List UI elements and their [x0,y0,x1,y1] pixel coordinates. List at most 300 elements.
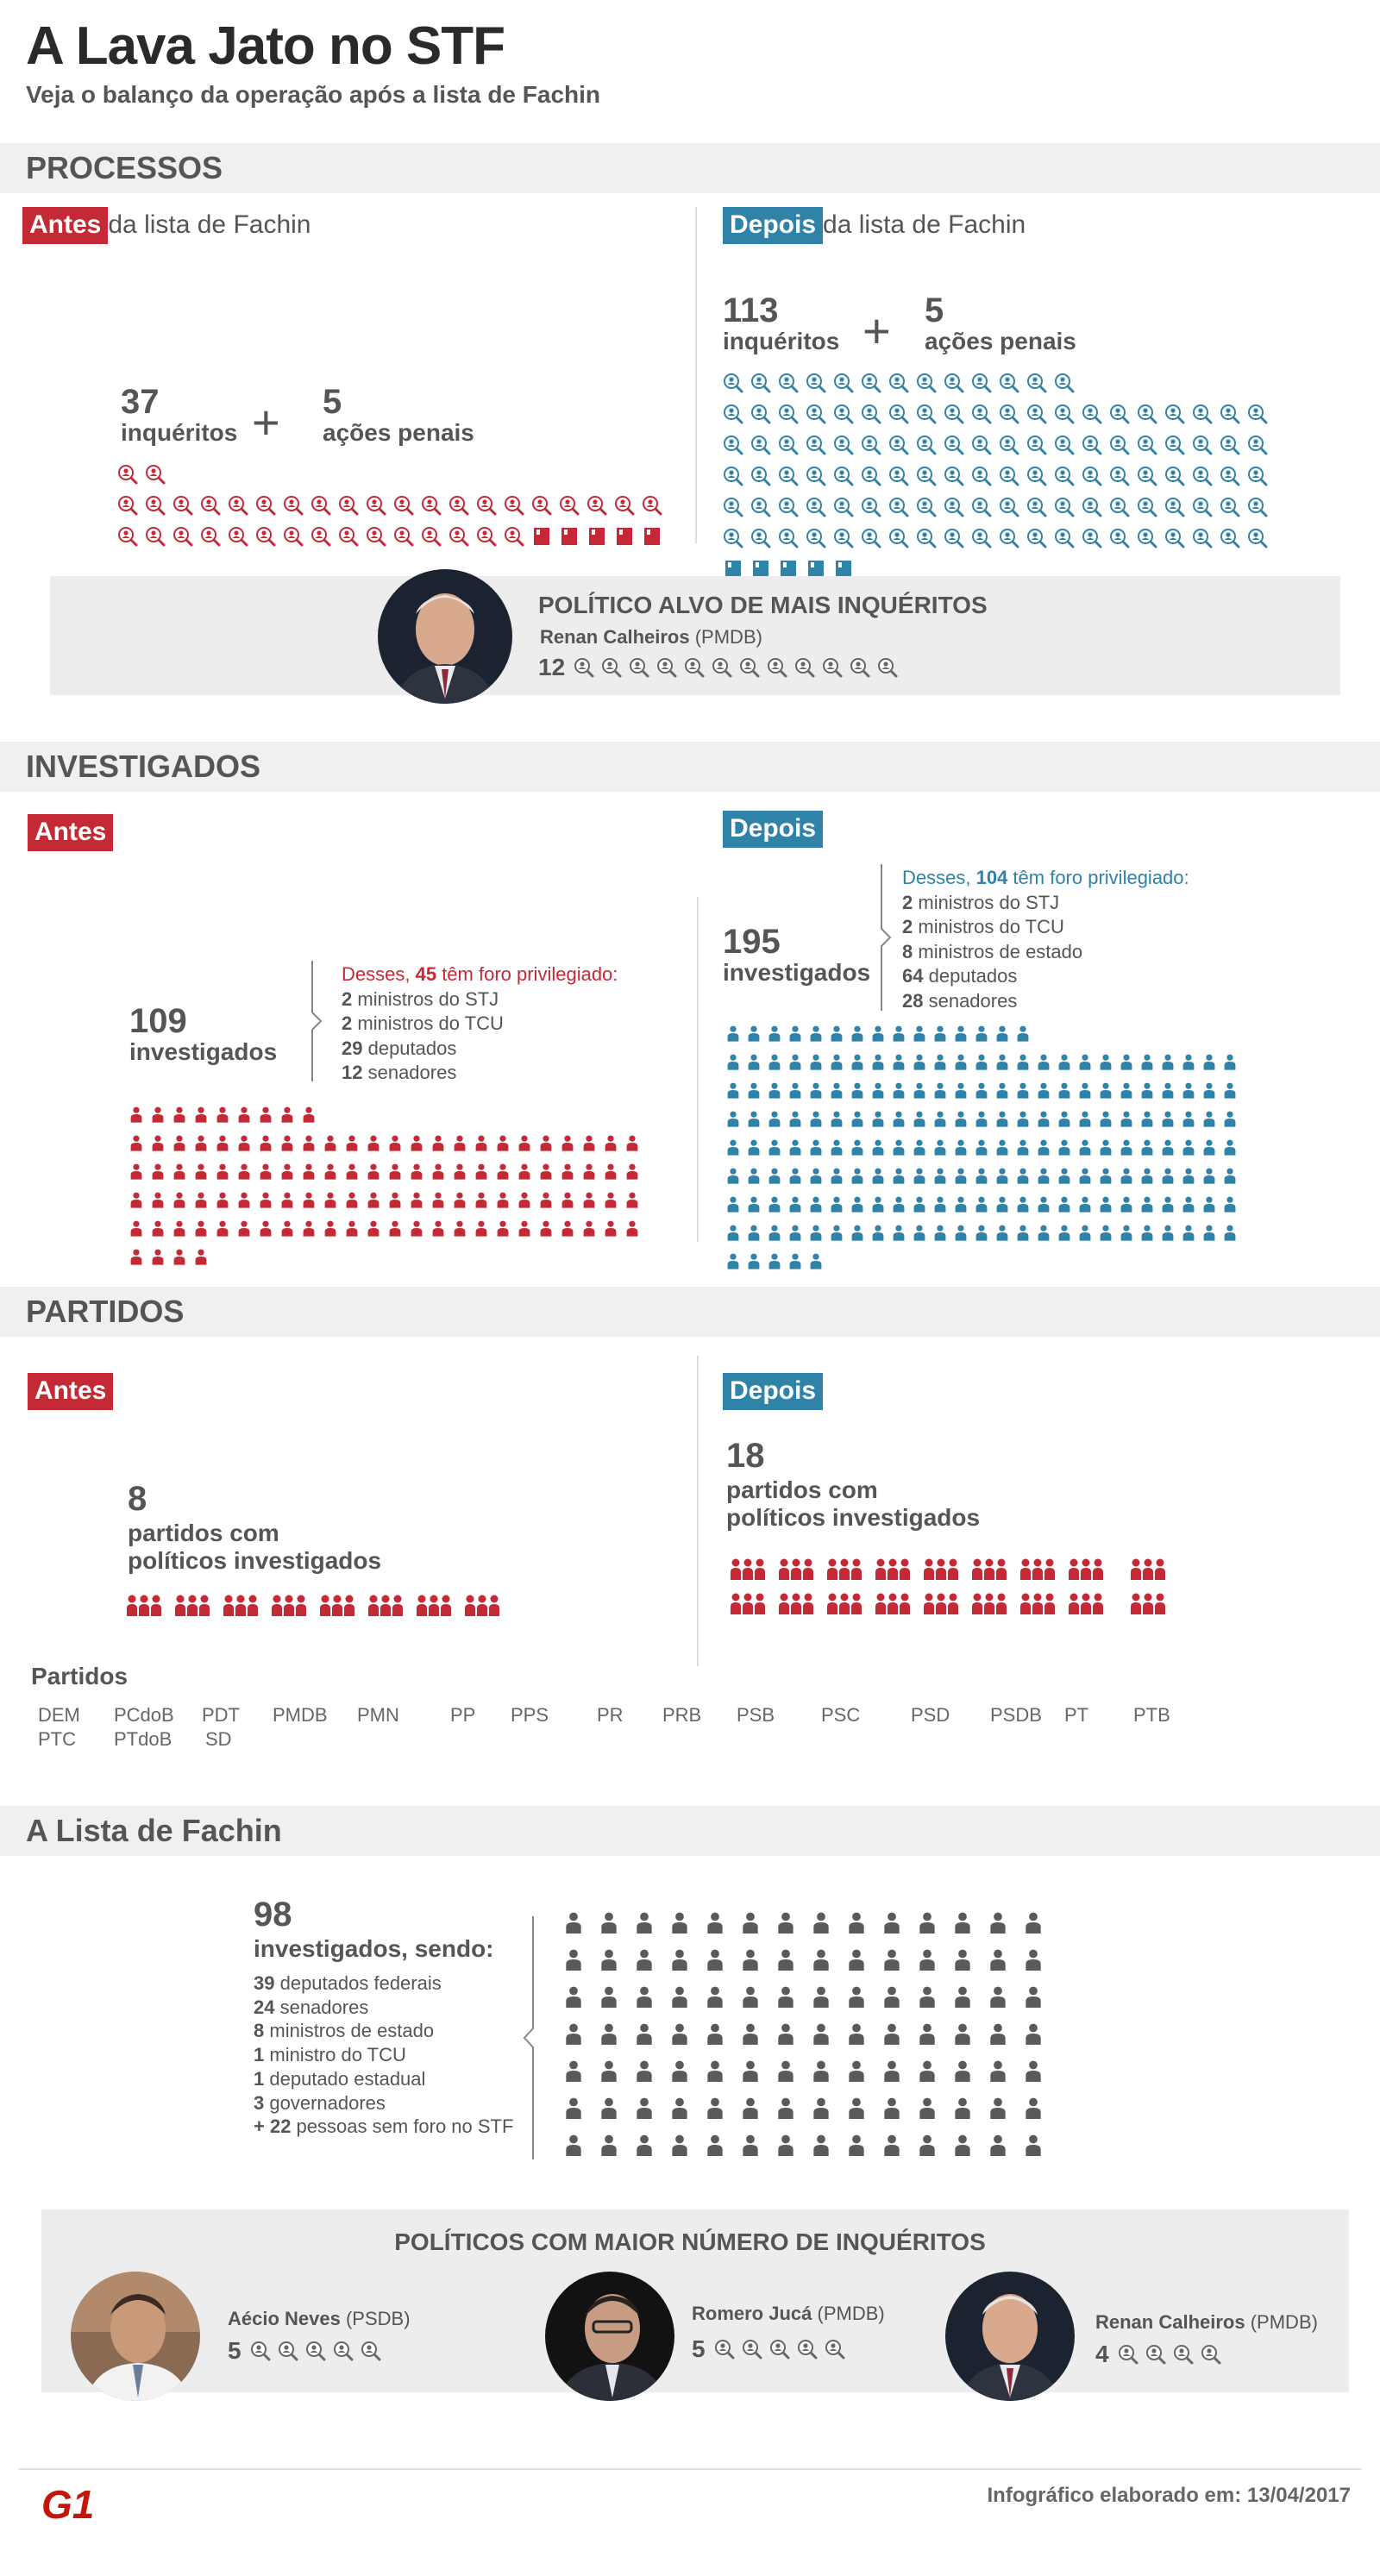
person-icon [788,1053,802,1070]
inquerito-icon [833,373,854,393]
person-icon [670,1948,689,1971]
person-icon [1037,1224,1051,1241]
party-group-icon [730,1592,766,1614]
person-icon [1202,1053,1216,1070]
person-icon [323,1191,337,1208]
person-icon [1057,1167,1071,1184]
person-icon [809,1025,823,1042]
person-icon [599,1948,618,1971]
person-icon [747,1167,761,1184]
inquerito-icon [778,497,799,517]
person-icon [954,1110,968,1127]
person-icon [388,1163,402,1180]
person-icon [1099,1110,1113,1127]
politician-count-row [1095,2341,1228,2368]
person-icon [726,1081,740,1099]
person-icon [564,1985,583,2008]
foro-line [342,962,618,987]
inquerito-icon [1192,435,1213,455]
lista-breakdown [254,1971,513,2139]
inquerito-icon [145,495,166,516]
partidos-depois-grid [730,1558,1264,1626]
inquerito-icon [361,2341,381,2361]
person-icon [830,1081,844,1099]
party-name: PDT [202,1704,240,1726]
person-icon [216,1106,229,1123]
person-icon [776,2059,795,2082]
stat-number: 109 [129,1002,187,1040]
inquerito-icon [778,466,799,486]
inquerito-icon [1220,528,1240,548]
party-group-icon [1019,1592,1056,1614]
party-name: PCdoB [114,1704,174,1726]
person-icon [1140,1053,1154,1070]
inquerito-icon [366,495,386,516]
person-icon [1099,1081,1113,1099]
foro-item-number: 2 [902,891,913,913]
inquerito-icon [861,466,881,486]
plus-sign: + [252,395,280,449]
person-icon [892,1195,906,1213]
antes-tag: Antes [28,814,113,851]
person-icon [988,2022,1007,2045]
person-icon [1140,1167,1154,1184]
party-group-icon [826,1558,862,1580]
person-icon [345,1163,359,1180]
person-icon [953,2134,972,2156]
person-icon [1223,1053,1237,1070]
inquerito-icon [1026,466,1047,486]
person-icon [1161,1167,1175,1184]
party-group-icon [319,1594,355,1616]
politician-count-row [692,2335,852,2363]
inquerito-icon [1247,435,1268,455]
person-icon [892,1025,906,1042]
foro-list [342,987,618,1086]
inquerito-icon [1054,404,1075,424]
foro-number: 45 [415,963,437,985]
person-icon [975,1138,988,1156]
person-icon [788,1252,802,1269]
inquerito-icon [723,404,743,424]
person-icon [151,1106,165,1123]
partidos-legend-row [38,1728,555,1754]
person-icon [1182,1053,1195,1070]
person-icon [518,1219,531,1237]
inquerito-icon [1137,466,1157,486]
person-icon [1120,1138,1133,1156]
person-icon [776,1985,795,2008]
person-icon [768,1053,781,1070]
person-icon [918,2097,937,2119]
person-icon [768,1025,781,1042]
person-icon [1024,1948,1043,1971]
person-icon [953,1911,972,1934]
person-icon [954,1081,968,1099]
person-icon [1182,1195,1195,1213]
person-icon [1202,1167,1216,1184]
person-icon [882,1985,901,2008]
person-icon [871,1053,885,1070]
inquerito-icon [1026,497,1047,517]
person-icon [410,1134,423,1151]
stat-number: 195 [723,923,781,961]
person-icon [1182,1081,1195,1099]
inquerito-icon [117,464,138,485]
person-icon [1161,1110,1175,1127]
person-icon [975,1110,988,1127]
person-icon [604,1219,618,1237]
foro-item [342,1037,618,1062]
inquerito-icon [806,435,826,455]
inquerito-icon [310,495,331,516]
acao-penal-icon [642,526,662,547]
person-icon [431,1134,445,1151]
antes-inqueritos-stat [121,385,237,447]
person-icon [726,1224,740,1241]
person-icon [539,1191,553,1208]
person-icon [599,1911,618,1934]
person-icon [847,2097,866,2119]
party-group-icon [778,1592,814,1614]
person-icon [954,1138,968,1156]
person-icon [918,2022,937,2045]
inquerito-icon [916,373,937,393]
inquerito-icon [999,373,1019,393]
person-icon [1223,1138,1237,1156]
person-icon [1120,1224,1133,1241]
person-icon [172,1106,186,1123]
person-icon [768,1252,781,1269]
person-icon [954,1053,968,1070]
person-icon [1161,1053,1175,1070]
person-icon [1078,1167,1092,1184]
inquerito-icon [971,435,992,455]
person-icon [892,1138,906,1156]
foro-item-label: deputados federais [274,1972,442,1994]
inquerito-icon [117,526,138,547]
person-icon [933,1195,947,1213]
person-icon [988,2134,1007,2156]
inquerito-icon [971,466,992,486]
alvo-icons [574,657,905,678]
person-icon [599,2097,618,2119]
person-icon [933,1224,947,1241]
person-icon [741,2134,760,2156]
person-icon [726,1252,740,1269]
person-icon [1057,1138,1071,1156]
person-icon [918,1948,937,1971]
inquerito-icon [944,466,964,486]
person-icon [635,2134,654,2156]
person-icon [599,2022,618,2045]
party-name: PSD [911,1704,950,1726]
person-icon [367,1191,380,1208]
person-icon [1223,1167,1237,1184]
person-icon [564,2134,583,2156]
person-icon [194,1191,208,1208]
foro-item-label: senadores [923,989,1018,1012]
person-icon [913,1167,926,1184]
person-icon [1016,1110,1030,1127]
inquerito-icon [117,495,138,516]
party-group-icon [416,1594,452,1616]
person-icon [975,1224,988,1241]
person-icon [151,1219,165,1237]
inquerito-icon [1173,2344,1194,2365]
person-icon [1057,1110,1071,1127]
stat-label: ações penais [925,328,1076,354]
inquerito-icon [1164,466,1185,486]
inquerito-icon [338,526,359,547]
person-icon [496,1163,510,1180]
inquerito-icon [888,497,909,517]
person-icon [1024,1985,1043,2008]
inquerito-icon [1220,466,1240,486]
party-group-icon [1068,1592,1104,1614]
person-icon [953,2059,972,2082]
inquerito-icon [944,435,964,455]
person-icon [788,1110,802,1127]
inquerito-icon [250,2341,271,2361]
person-icon [1140,1110,1154,1127]
section-band-partidos [0,1287,1380,1337]
person-icon [809,1224,823,1241]
inquerito-icon [1137,497,1157,517]
inquerito-icon [833,404,854,424]
person-icon [871,1138,885,1156]
inquerito-icon [1164,497,1185,517]
foro-item-number: 2 [902,916,913,938]
person-icon [847,2134,866,2156]
column-divider [695,207,697,543]
person-icon [788,1167,802,1184]
foro-item-label: ministros de estado [264,2020,435,2042]
inquerito-icon [1247,528,1268,548]
party-group-icon [778,1558,814,1580]
renan-photo-2 [945,2272,1075,2401]
acao-penal-icon [531,526,552,547]
person-icon [564,2022,583,2045]
inquerito-icon [806,528,826,548]
person-icon [954,1195,968,1213]
person-icon [850,1053,864,1070]
page-title: A Lava Jato no STF [26,16,505,76]
person-icon [604,1191,618,1208]
foro-item-number: 24 [254,1996,275,2018]
person-icon [151,1163,165,1180]
investigados-antes-heading [28,814,113,851]
stat-number: 8 [128,1480,147,1518]
person-icon [1016,1081,1030,1099]
person-icon [812,1948,831,1971]
person-icon [1120,1195,1133,1213]
person-icon [706,2097,724,2119]
stat-number: 18 [726,1437,765,1475]
inquerito-icon [778,404,799,424]
person-icon [741,2097,760,2119]
person-icon [741,2022,760,2045]
depois-processos-grid [723,373,1283,590]
inquerito-icon [861,497,881,517]
person-icon [453,1134,467,1151]
person-icon [953,2097,972,2119]
inquerito-icon [999,435,1019,455]
person-icon [975,1053,988,1070]
party-group-icon [923,1558,959,1580]
person-icon [625,1219,639,1237]
person-icon [988,1911,1007,1934]
partidos-antes-stat [128,1482,381,1575]
person-icon [776,1911,795,1934]
inquerito-icon [750,435,771,455]
person-icon [323,1163,337,1180]
inquerito-icon [1054,373,1075,393]
stat-label: investigados [723,959,871,986]
footer-divider [19,2468,1361,2470]
inquerito-icon [861,528,881,548]
politician-name: Renan Calheiros [540,626,690,648]
person-icon [726,1167,740,1184]
investigados-antes-grid [129,1106,656,1276]
foro-item-number: 8 [902,940,913,962]
person-icon [913,1195,926,1213]
inquerito-icon [916,466,937,486]
person-icon [216,1219,229,1237]
party-group-icon [971,1592,1007,1614]
inquerito-icon [278,2341,298,2361]
foro-item-number: 39 [254,1972,275,1994]
person-icon [1182,1110,1195,1127]
person-icon [788,1138,802,1156]
partidos-antes-heading [28,1373,113,1410]
person-icon [604,1163,618,1180]
foro-item [902,964,1189,989]
inquerito-icon [255,495,276,516]
person-icon [1120,1167,1133,1184]
foro-item [902,989,1189,1014]
person-icon [809,1110,823,1127]
person-icon [812,2022,831,2045]
person-icon [995,1053,1009,1070]
person-icon [812,1985,831,2008]
person-icon [453,1219,467,1237]
inquerito-icon [723,466,743,486]
footer-credit: Infográfico elaborado em: 13/04/2017 [987,2484,1351,2507]
inquerito-icon [888,528,909,548]
foro-item-label: ministros do STJ [913,891,1060,913]
inquerito-icon [999,466,1019,486]
lista-stat [254,1897,494,1963]
bracket [875,864,900,1011]
person-icon [431,1191,445,1208]
person-icon [776,2134,795,2156]
person-icon [706,2022,724,2045]
investigados-depois-stat [723,924,870,987]
party-group-icon [1130,1558,1166,1580]
foro-item-label: governadores [264,2091,386,2114]
inquerito-icon [1192,404,1213,424]
person-icon [1140,1138,1154,1156]
person-icon [871,1167,885,1184]
person-icon [172,1219,186,1237]
politician-count: 5 [692,2335,706,2362]
person-icon [933,1081,947,1099]
person-icon [1037,1053,1051,1070]
section-title-processos: PROCESSOS [26,150,223,185]
inquerito-icon [723,497,743,517]
inquerito-icon [421,495,442,516]
inquerito-icon [228,495,248,516]
person-icon [1161,1081,1175,1099]
person-icon [847,2022,866,2045]
party-name: PTdoB [114,1728,172,1750]
foro-item-label: deputados [362,1037,457,1059]
inquerito-icon [1201,2344,1221,2365]
foro-item [342,987,618,1012]
person-icon [1016,1195,1030,1213]
person-icon [564,2097,583,2119]
person-icon [635,1911,654,1934]
inquerito-icon [1137,435,1157,455]
inquerito-icon [861,435,881,455]
foro-list [902,891,1189,1014]
foro-item-number: 28 [902,989,924,1012]
alvo-count-row [538,654,905,681]
person-icon [995,1167,1009,1184]
person-icon [129,1134,143,1151]
foro-item-label: deputados [923,965,1018,987]
inquerito-icon [971,404,992,424]
alvo-title: POLÍTICO ALVO DE MAIS INQUÉRITOS [538,592,988,618]
inquerito-icon [850,657,870,678]
foro-item [254,2019,513,2043]
inquerito-icon [833,497,854,517]
inquerito-icon [1118,2344,1138,2365]
inquerito-icon [1192,497,1213,517]
person-icon [882,2022,901,2045]
inquerito-icon [1164,528,1185,548]
inquerito-icon [916,435,937,455]
person-icon [259,1163,273,1180]
party-name: PSC [821,1704,861,1726]
depois-acoes-stat [925,293,1076,355]
person-icon [1024,1911,1043,1934]
inquerito-icon [614,495,635,516]
person-icon [1078,1224,1092,1241]
inquerito-icon [778,435,799,455]
person-icon [1016,1025,1030,1042]
foro-item-number: 2 [342,987,353,1010]
inquerito-icon [305,2341,326,2361]
party-group-icon [826,1592,862,1614]
party-name: PR [597,1704,624,1726]
person-icon [830,1110,844,1127]
person-icon [194,1106,208,1123]
person-icon [1024,2022,1043,2045]
person-icon [1057,1053,1071,1070]
person-icon [323,1134,337,1151]
inquerito-icon [877,657,898,678]
inquerito-icon [888,404,909,424]
inquerito-icon [531,495,552,516]
inquerito-icon [366,526,386,547]
person-icon [850,1224,864,1241]
person-icon [1016,1053,1030,1070]
politician-name: Aécio Neves [228,2308,341,2329]
person-icon [809,1167,823,1184]
person-icon [847,2059,866,2082]
